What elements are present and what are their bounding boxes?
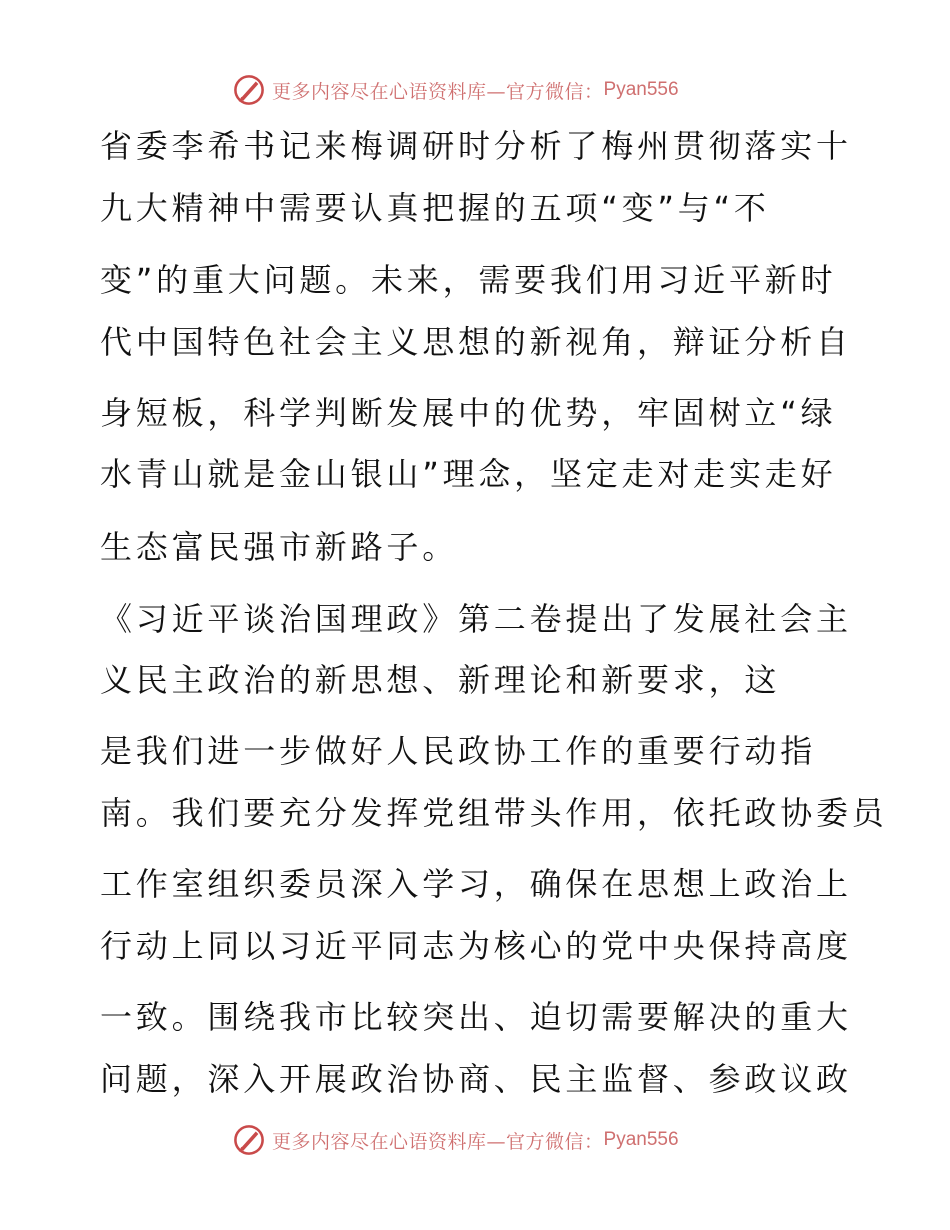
text-line: 义民主政治的新思想、新理论和新要求，这 (100, 661, 781, 699)
text-line: 问题，深入开展政治协商、民主监督、参政议政 (100, 1060, 852, 1098)
text-line: 是我们进一步做好人民政协工作的重要行动指 (100, 732, 817, 770)
text-line: 代中国特色社会主义思想的新视角，辩证分析自 (100, 323, 852, 361)
text-line: 行动上同以习近平同志为核心的党中央保持高度 (100, 927, 852, 965)
watermark-wechat-id: Pyan556 (603, 79, 679, 100)
pen-logo-icon (232, 1123, 266, 1157)
text-line: 生态富民强市新路子。 (100, 528, 459, 566)
text-line: 省委李希书记来梅调研时分析了梅州贯彻落实十 (100, 127, 852, 165)
text-line: 《习近平谈治国理政》第二卷提出了发展社会主 (100, 600, 852, 638)
text-line: 南。我们要充分发挥党组带头作用，依托政协委员 (100, 794, 888, 832)
text-line: 一致。围绕我市比较突出、迫切需要解决的重大 (100, 998, 852, 1036)
text-line: 变”的重大问题。未来，需要我们用习近平新时 (100, 261, 837, 299)
footer-watermark (232, 1122, 679, 1158)
text-line: 工作室组织委员深入学习，确保在思想上政治上 (100, 865, 852, 903)
text-line: 水青山就是金山银山”理念，坚定走对走实走好 (100, 455, 837, 493)
watermark-text: 更多内容尽在心语资料库—官方微信： (272, 1130, 604, 1153)
watermark-wechat-id: Pyan556 (603, 1129, 679, 1150)
text-line: 九大精神中需要认真把握的五项“变”与“不 (100, 189, 770, 227)
watermark-text: 更多内容尽在心语资料库—官方微信： (272, 80, 604, 103)
text-line: 身短板，科学判断发展中的优势，牢固树立“绿 (100, 394, 837, 432)
